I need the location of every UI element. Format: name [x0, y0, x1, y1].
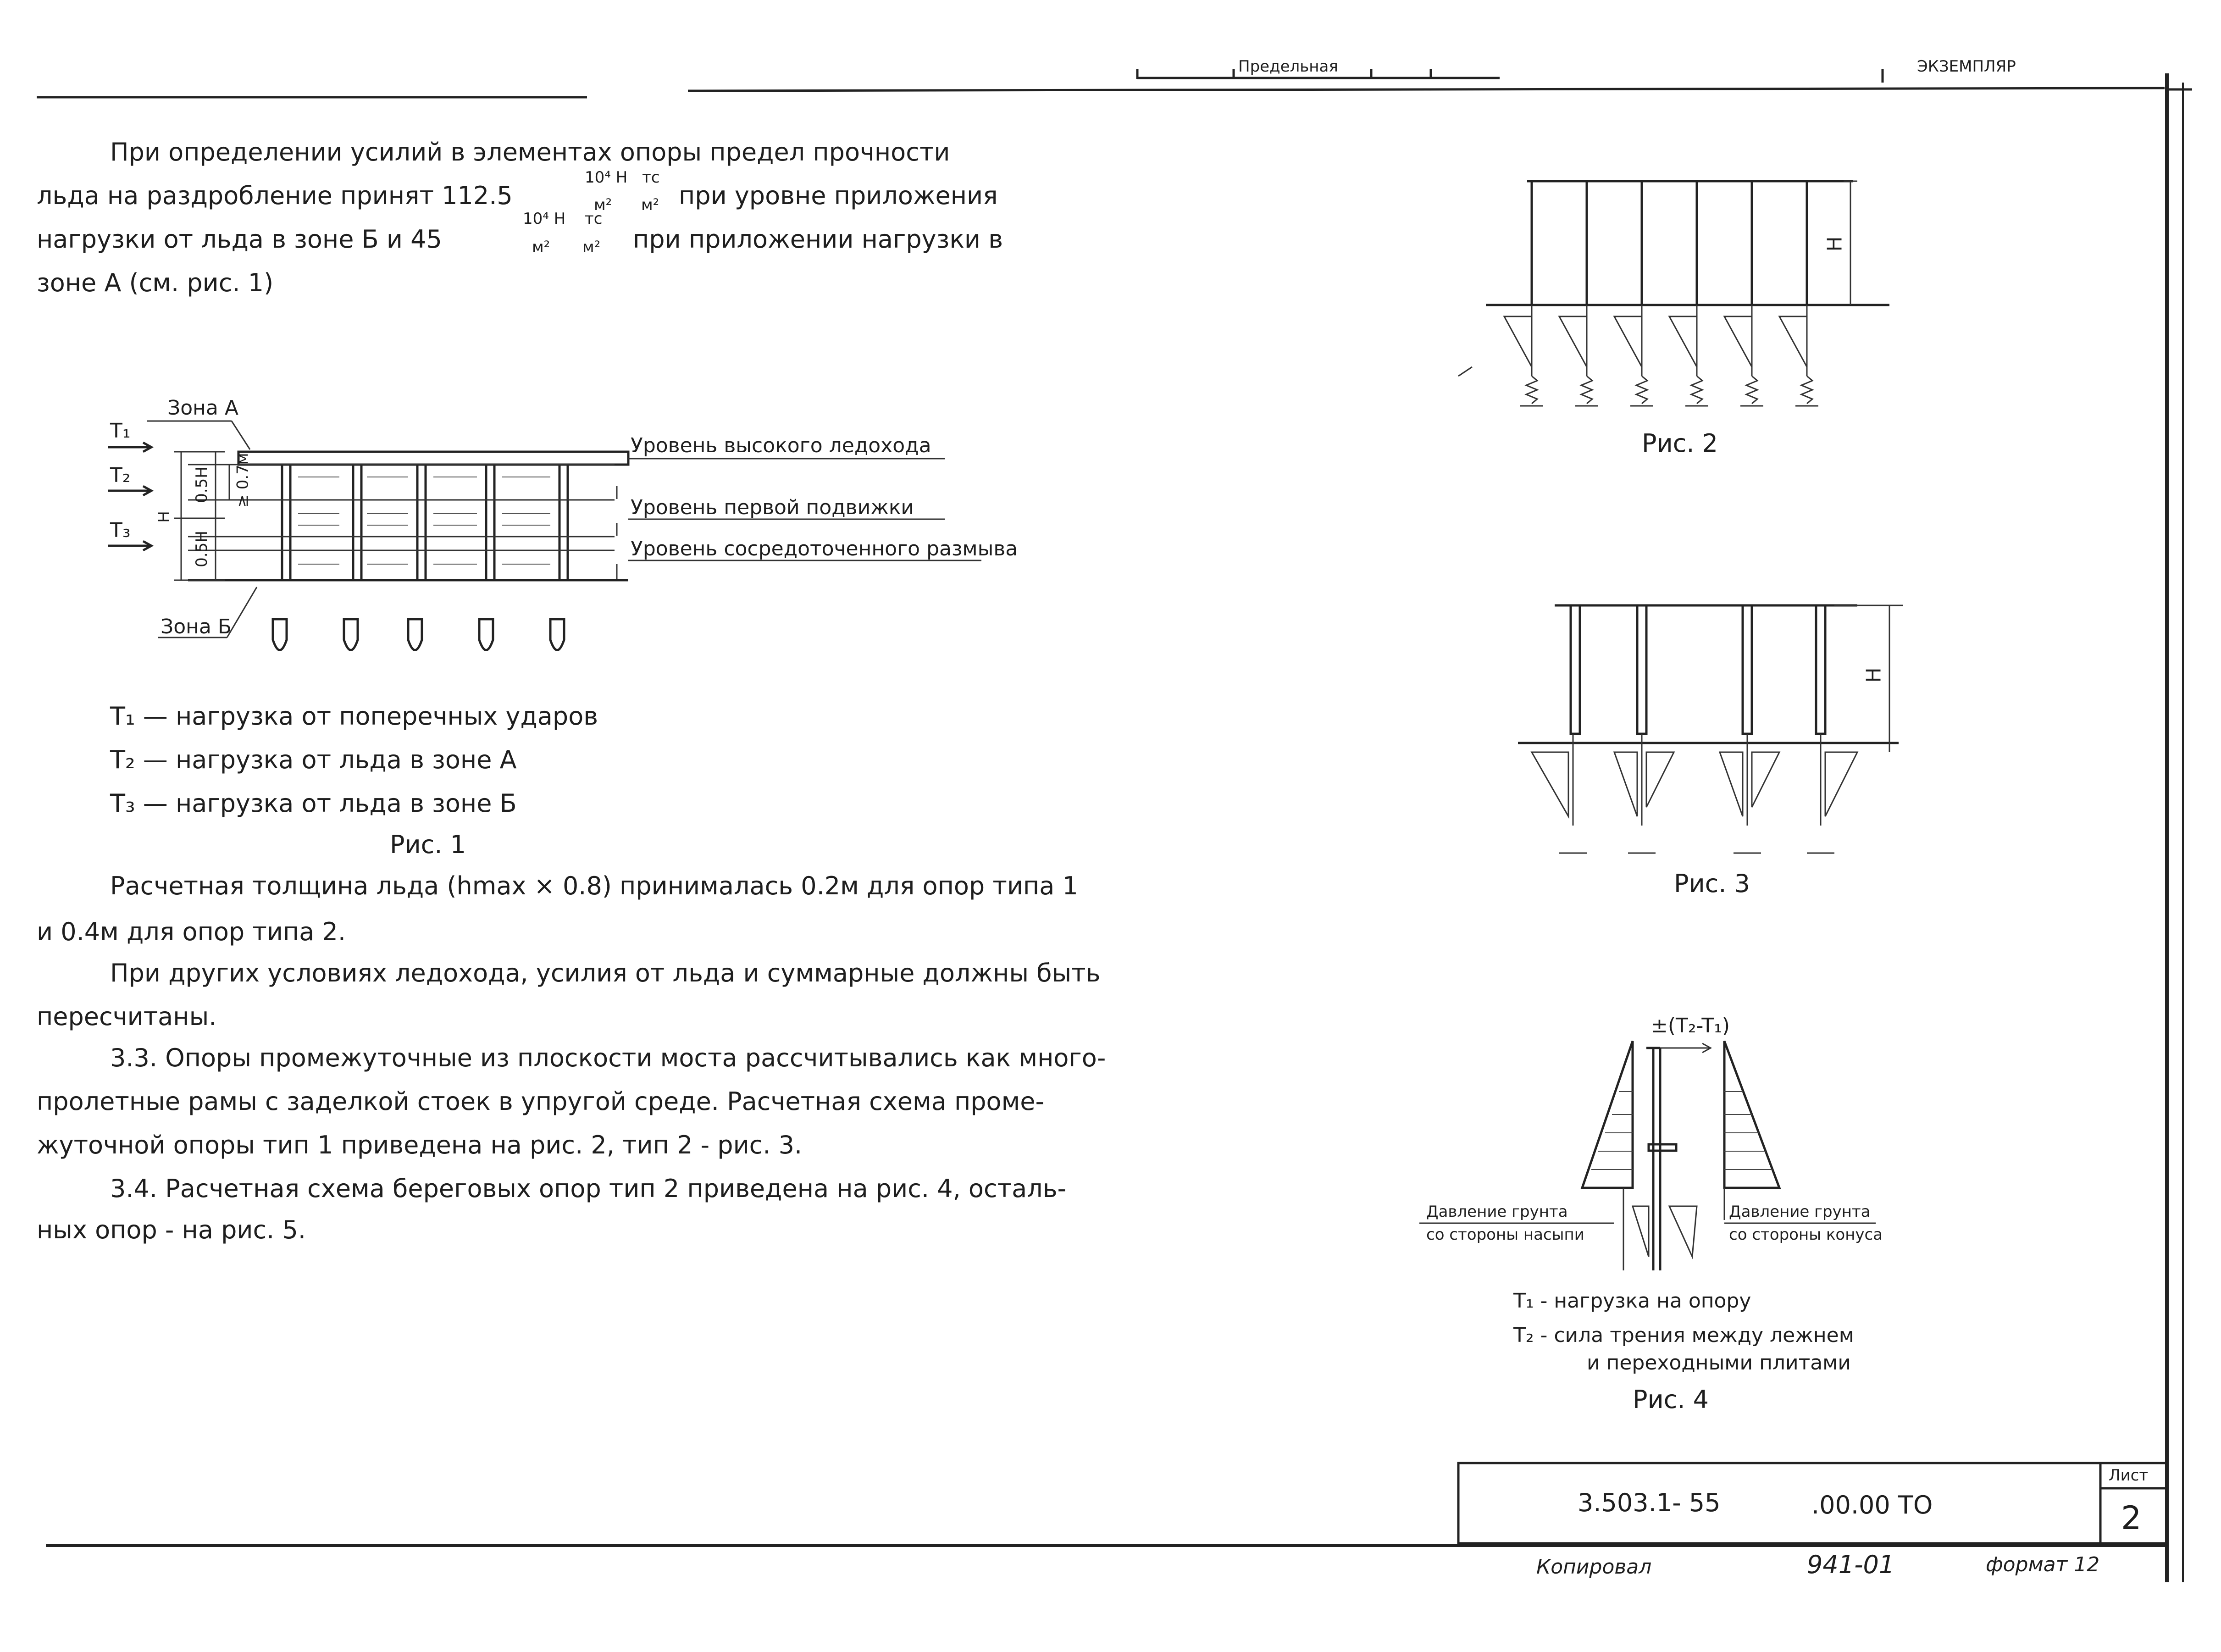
fig1-t3: T₃ — [110, 519, 131, 542]
fig1-legend-2: T₂ — нагрузка от льда в зоне А — [110, 745, 517, 774]
fig1-legend-3: T₃ — нагрузка от льда в зоне Б — [110, 789, 517, 818]
paren2-num: тс — [585, 210, 603, 228]
fig4-legend-2b: и переходными плитами — [1587, 1351, 1851, 1375]
fig1-level-high: Уровень высокого ледохода — [631, 434, 931, 457]
fig1-legend-1: T₁ — нагрузка от поперечных ударов — [110, 702, 598, 731]
fig4-left-label-1: Давление грунта — [1426, 1203, 1568, 1221]
fig1-t1: T₁ — [110, 419, 131, 443]
fig2-drawing — [1458, 181, 1889, 406]
frac1-num: 10⁴ Н — [585, 168, 628, 187]
top-stamp-left: Предельная — [1238, 57, 1338, 76]
intro-line-3b: при приложении нагрузки в — [633, 225, 1003, 254]
stamp-sheet-number: 2 — [2121, 1499, 2142, 1537]
footer-copied: Копировал — [1536, 1555, 1652, 1579]
body-p2-line-b: пересчитаны. — [37, 1002, 217, 1031]
fig1-level-first: Уровень первой подвижки — [631, 496, 914, 519]
fig3-caption: Рис. 3 — [1674, 869, 1750, 898]
paren2-den: м² — [582, 238, 601, 256]
fig4-force: ±(T₂-T₁) — [1651, 1014, 1730, 1037]
body-p3-line-a: 3.3. Опоры промежуточные из плоскости моста рассчитывались как много- — [110, 1043, 1106, 1072]
fig2-caption: Рис. 2 — [1642, 429, 1718, 458]
body-p1-line-b: и 0.4м для опор типа 2. — [37, 917, 346, 946]
fig1-zone-a: Зона А — [167, 396, 238, 420]
intro-line-1: При определении усилий в элементах опоры предел прочности — [110, 138, 950, 166]
fig3-drawing — [1518, 605, 1903, 853]
body-p3-line-c: жуточной опоры тип 1 приведена на рис. 2, тип 2 - рис. 3. — [37, 1131, 803, 1159]
body-p1-line-a: Расчетная толщина льда (hmax × 0.8) принималась 0.2м для опор типа 1 — [110, 871, 1078, 900]
fig4-left-label-2: со стороны насыпи — [1426, 1225, 1584, 1244]
stamp-sheet-label: Лист — [2109, 1466, 2149, 1485]
top-stamp-right: ЭКЗЕМПЛЯР — [1917, 57, 2016, 76]
fig4-caption: Рис. 4 — [1633, 1385, 1709, 1414]
stamp-code: 3.503.1- 55 — [1578, 1488, 1721, 1517]
frac1-den: м² — [594, 196, 612, 214]
footer-format: формат 12 — [1986, 1553, 2100, 1576]
paren1-num: тс — [642, 168, 660, 187]
fig4-right-label-2: со стороны конуса — [1729, 1225, 1883, 1244]
top-border — [37, 69, 2165, 97]
paren1-den: м² — [641, 196, 659, 214]
frac2-num: 10⁴ Н — [523, 210, 566, 228]
body-p2-line-a: При других условиях ледохода, усилия от льда и суммарные должны быть — [110, 959, 1101, 987]
footer-number: 941-01 — [1807, 1550, 1895, 1579]
body-p4-line-a: 3.4. Расчетная схема береговых опор тип 2 приведена на рис. 4, осталь- — [110, 1174, 1067, 1203]
fig1-half-h-bottom: 0.5Н — [192, 531, 211, 567]
fig1-min-07: ≥ 0.7м — [233, 453, 252, 508]
fig1-level-scour: Уровень сосредоточенного размыва — [631, 537, 1018, 560]
intro-line-2b: при уровне приложения — [679, 181, 998, 210]
body-p3-line-b: пролетные рамы с заделкой стоек в упругой среде. Расчетная схема проме- — [37, 1087, 1045, 1116]
fig4-legend-1: T₁ - нагрузка на опору — [1513, 1289, 1751, 1313]
fig1-t2: T₂ — [110, 464, 131, 487]
intro-line-3a: нагрузки от льда в зоне Б и 45 — [37, 225, 442, 254]
fig1-h: Н — [155, 511, 173, 523]
fig4-legend-2a: T₂ - сила трения между лежнем — [1513, 1324, 1854, 1347]
fig1-caption: Рис. 1 — [390, 830, 466, 859]
fig1-zone-b: Зона Б — [161, 615, 232, 638]
intro-line-4: зоне А (см. рис. 1) — [37, 268, 274, 297]
stamp-suffix: .00.00 ТО — [1811, 1491, 1933, 1519]
fig1-half-h-top: 0.5Н — [192, 466, 211, 503]
right-frame — [2167, 73, 2192, 1582]
frac2-den: м² — [532, 238, 550, 256]
intro-line-2a: льда на раздробление принят 112.5 — [37, 181, 513, 210]
body-p4-line-b: ных опор - на рис. 5. — [37, 1215, 306, 1244]
fig2-h: Н — [1823, 236, 1847, 252]
fig3-h: Н — [1862, 667, 1886, 683]
fig4-right-label-1: Давление грунта — [1729, 1203, 1871, 1221]
